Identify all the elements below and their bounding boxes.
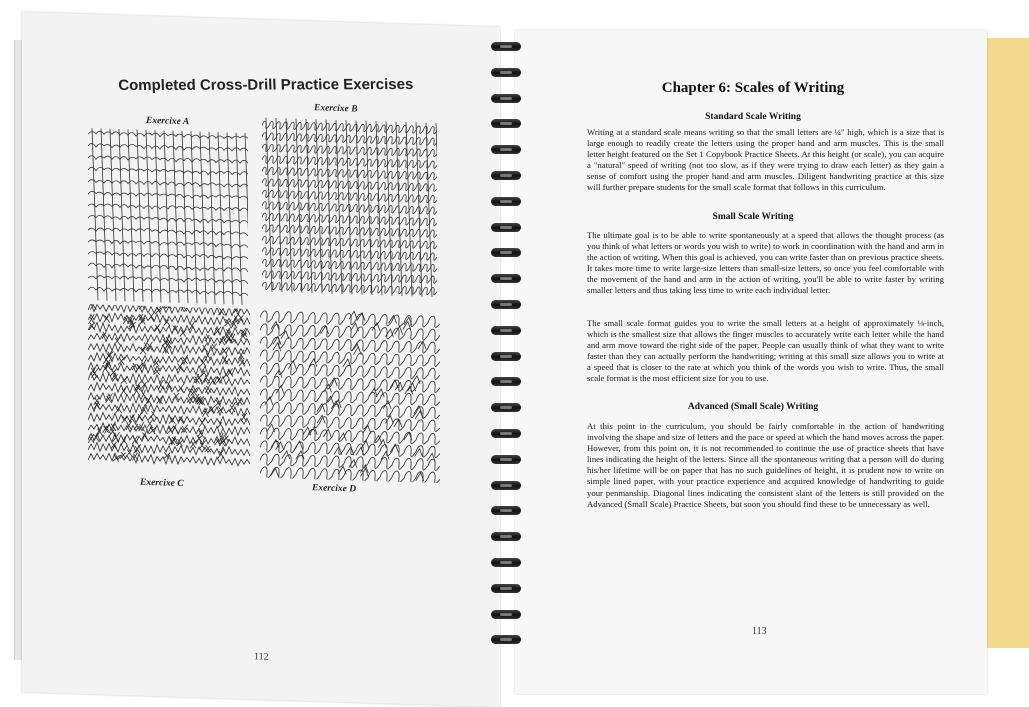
- spiral-coil: [491, 377, 521, 386]
- spiral-coil: [491, 429, 521, 438]
- spiral-coil: [491, 223, 521, 232]
- spiral-coil: [491, 274, 521, 283]
- spiral-coil: [491, 352, 521, 361]
- right-page-number: 113: [752, 626, 767, 637]
- section-heading-small: Small Scale Writing: [712, 212, 794, 222]
- spiral-coil: [491, 481, 521, 490]
- exercise-b-grid: [262, 116, 437, 299]
- exercise-b-label: Exercixe B: [314, 103, 358, 115]
- spiral-coil: [491, 532, 521, 541]
- section-heading-advanced: Advanced (Small Scale) Writing: [687, 402, 819, 412]
- spiral-coil: [491, 300, 521, 309]
- spiral-coil: [491, 68, 521, 77]
- spiral-binding: [487, 38, 523, 653]
- spiral-coil: [491, 584, 521, 593]
- exercise-a-label: Exercixe A: [146, 115, 190, 128]
- left-page-title: Completed Cross-Drill Practice Exercises: [118, 75, 414, 95]
- exercise-c-grid: [88, 304, 250, 474]
- paragraph-advanced: At this point in the curriculum, you should be fairly comfortable in the action of handwriting involving the shape and size of letters and the pace or speed at which the hand moves across the paper. However, from this point on, it is not recommended to continue the use of practice sheets that have lines indicating the height of the letters. Since all the spontaneous writing that a person will do during his/her lifetime will be on paper that has no such guidelines of height, it is prudent now to write on simple lined paper, with your practice experience and acquired knowledge of handwriting to guide your penmanship. Diagonal lines indicating the consistent slant of the letters is still provided on the Advanced (Small Scale) Practice Sheets, but soon you should find these to be unnecessary as well.: [587, 421, 944, 509]
- spiral-coil: [491, 119, 521, 128]
- spiral-coil: [491, 171, 521, 180]
- spiral-coil: [491, 145, 521, 154]
- spiral-coil: [491, 506, 521, 515]
- chapter-title: Chapter 6: Scales of Writing: [661, 80, 845, 96]
- exercise-d-label: Exercixe D: [312, 483, 357, 495]
- paragraph-small-2: The small scale format guides you to write the small letters at a height of approximately ⅛-inch, which is the smallest size that allows the finger muscles to accurately write each letter while the hand and arm move toward the right side of the paper. People can usually think of what they want to write faster than they can actually perform the handwriting; writing at this small size allows you to write at a speed that is closer to the rate at which you think of the words you wish to write. Thus, the small scale format is the most efficient size for you to use.: [587, 318, 944, 384]
- left-page-number: 112: [254, 651, 269, 663]
- spiral-coil: [491, 403, 521, 412]
- exercise-a-grid: [88, 126, 248, 307]
- spiral-coil: [491, 610, 521, 619]
- spiral-coil: [491, 94, 521, 103]
- left-page: [22, 12, 500, 707]
- section-heading-standard: Standard Scale Writing: [705, 112, 801, 122]
- paragraph-standard: Writing at a standard scale means writing so that the small letters are ¼" high, which is a size that is large enough to readily create the letters using the proper hand and arm muscles. This is the small letter height featured on the Set 1 Copybook Practice Sheets. At this height (or scale), you can acquire a "natural" speed of writing (not too slow, as if they were trying to draw each letter) as they gain a sense of comfort using the proper hand and arm muscles. Diligent handwriting practice at this size will further prepare students for the small scale format that follows in this curriculum.: [587, 127, 944, 193]
- paragraph-small-1: The ultimate goal is to be able to write spontaneously at a speed that allows the thought process (as you think of what letters or words you wish to write) to work in coordination with the hand and arm in the action of writing. When this goal is achieved, you can write faster than on previous practice sheets. It takes more time to write large-size letters than small-size letters, so once you feel comfortable with the movement of the hand and arm in the action of writing, you'll be able to write faster by writing smaller letters and thus taking less time to write each individual letter.: [587, 230, 944, 296]
- spiral-coil: [491, 455, 521, 464]
- spiral-coil: [491, 635, 521, 644]
- spiral-coil: [491, 248, 521, 257]
- spiral-coil: [491, 326, 521, 335]
- spiral-coil: [491, 558, 521, 567]
- exercise-d-grid: [260, 307, 440, 483]
- spiral-coil: [491, 197, 521, 206]
- spiral-coil: [491, 42, 521, 51]
- exercise-c-label: Exercixe C: [140, 477, 184, 490]
